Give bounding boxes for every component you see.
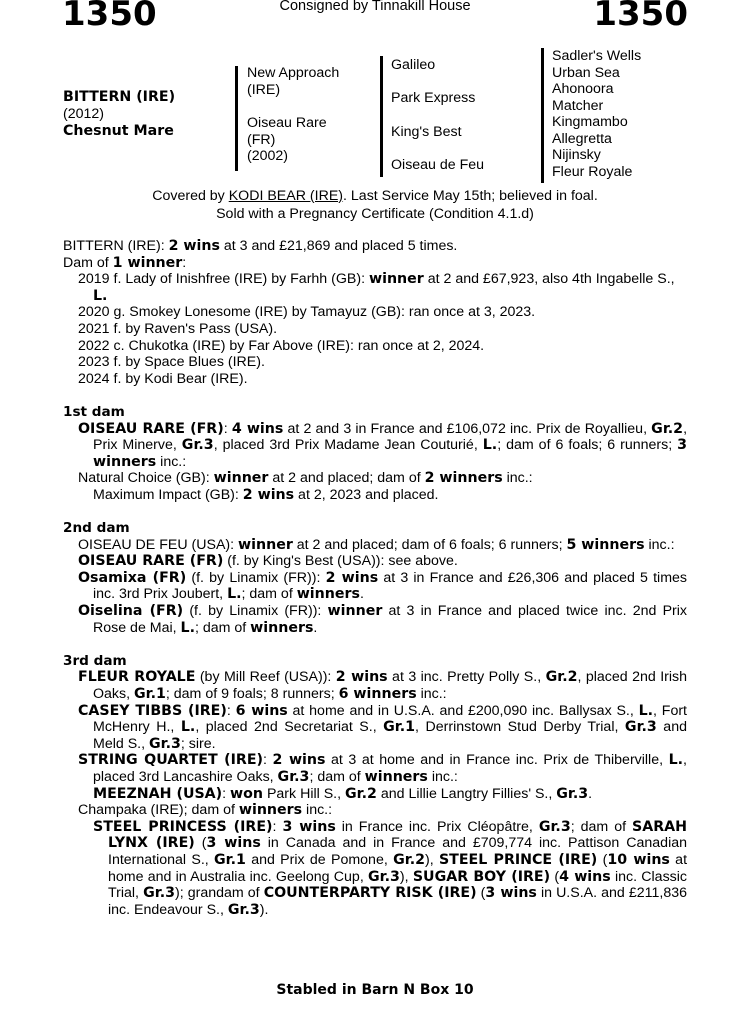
oiseau-rare-record: OISEAU RARE (FR): 4 wins at 2 and 3 in France and £106,072 inc. Prix de Royallieu, Gr.2, Prix Minerve, Gr.3, placed 3rd Prix Madame Jean Couturié, L.; dam of 6 foals; 6 runners; 3 winners inc.:	[78, 420, 688, 470]
ggp-6: Allegretta	[552, 130, 612, 147]
pedigree-bracket-1	[235, 66, 238, 171]
dam-country: (FR)	[247, 131, 276, 148]
osamixa-record: Osamixa (FR) (f. by Linamix (FR)): 2 wins at 3 in France and £26,306 and placed 5 times inc. 3rd Prix Joubert, L.; dam of winners.	[78, 569, 688, 603]
produce-2024: 2024 f. by Kodi Bear (IRE).	[78, 370, 248, 387]
string-quartet-record: STRING QUARTET (IRE): 2 wins at 3 at home and in France inc. Prix de Thiberville, L., placed 3rd Lancashire Oaks, Gr.3; dam of winners inc.:	[78, 752, 687, 785]
horse-sex: Chesnut Mare	[63, 123, 174, 139]
oiseau-rare-ref: OISEAU RARE (FR) (f. by King's Best (USA)): see above.	[78, 553, 458, 570]
grandparent-4: Oiseau de Feu	[391, 157, 485, 173]
produce-2020: 2020 g. Smokey Lonesome (IRE) by Tamayuz (GB): ran once at 3, 2023.	[78, 304, 536, 321]
horse-block	[63, 89, 175, 140]
horse-year: (2012)	[63, 106, 105, 122]
produce-2019: 2019 f. Lady of Inishfree (IRE) by Farhh (GB): winner at 2 and £67,923, also 4th Ingabelle S., L.	[78, 271, 675, 304]
grandparent-2: Park Express	[391, 90, 476, 106]
horse-name: BITTERN (IRE)	[63, 89, 176, 105]
section-3rd-dam: 3rd dam	[63, 652, 127, 669]
meeznah-record: MEEZNAH (USA): won Park Hill S., Gr.2 and Lillie Langtry Fillies' S., Gr.3.	[93, 785, 593, 802]
pedigree-sire	[247, 65, 339, 98]
ggp-3: Ahonoora	[552, 81, 614, 97]
pedigree-dam	[247, 115, 327, 165]
sire-country: (IRE)	[247, 81, 281, 98]
champaka-record: Champaka (IRE); dam of winners inc.:	[78, 802, 333, 819]
covering-stallion-link[interactable]: KODI BEAR (IRE)	[228, 188, 344, 204]
fleur-royale-record: FLEUR ROYALE (by Mill Reef (USA)): 2 wins at 3 inc. Pretty Polly S., Gr.2, placed 2nd Irish Oaks, Gr.1; dam of 9 foals; 8 runners; 6 winners inc.:	[78, 669, 687, 703]
produce-2022: 2022 c. Chukotka (IRE) by Far Above (IRE): ran once at 2, 2024.	[78, 337, 485, 354]
natural-choice: Natural Choice (GB): winner at 2 and placed; dam of 2 winners inc.:	[78, 470, 533, 487]
consignor: Consigned by Tinnakill House	[279, 0, 471, 14]
casey-tibbs-record: CASEY TIBBS (IRE): 6 wins at home and in U.S.A. and £200,090 inc. Ballysax S., L., Fort McHenry H., L., placed 2nd Secretariat S., Gr.1, Derrinstown Stud Derby Trial, Gr.3 and Meld S., Gr.3; sire.	[78, 702, 688, 752]
section-1st-dam: 1st dam	[63, 403, 125, 420]
dam-year: (2002)	[247, 148, 289, 164]
grandparent-1: Galileo	[391, 57, 436, 73]
oiseau-de-feu-record: OISEAU DE FEU (USA): winner at 2 and placed; dam of 6 foals; 6 runners; 5 winners inc.:	[78, 536, 675, 553]
grandparent-3: King's Best	[391, 124, 462, 140]
great-grandparents	[552, 48, 641, 180]
dam-name: Oiseau Rare	[247, 115, 327, 131]
ggp-8: Fleur Royale	[552, 163, 633, 180]
catalogue-body	[63, 238, 687, 918]
ggp-4: Matcher	[552, 97, 604, 114]
bittern-record: BITTERN (IRE): 2 wins at 3 and £21,869 and placed 5 times.	[63, 238, 458, 254]
produce-2023: 2023 f. by Space Blues (IRE).	[78, 354, 265, 371]
covered-line: Covered by KODI BEAR (IRE). Last Service May 15th; believed in foal.	[152, 188, 598, 204]
maximum-impact: Maximum Impact (GB): 2 wins at 2, 2023 and placed.	[93, 486, 439, 503]
produce-2021: 2021 f. by Raven's Pass (USA).	[78, 320, 278, 337]
ggp-2: Urban Sea	[552, 64, 620, 81]
sire-name: New Approach	[247, 65, 340, 81]
pedigree-bracket-2	[380, 56, 383, 177]
ggp-5: Kingmambo	[552, 114, 628, 130]
section-2nd-dam: 2nd dam	[63, 520, 130, 537]
certificate-line: Sold with a Pregnancy Certificate (Condition 4.1.d)	[216, 206, 534, 222]
lot-number-left: 1350	[62, 0, 157, 34]
stabling-footer: Stabled in Barn N Box 10	[276, 982, 474, 998]
steel-princess-record: STEEL PRINCESS (IRE): 3 wins in France inc. Prix Cléopâtre, Gr.3; dam of SARAH LYNX (IRE) (3 wins in Canada and in France and £709,774 inc. Pattison Canadian International S., Gr.1 and Prix de Pomone, Gr.2), STEEL PRINCE (IRE) (10 wins at home and in Australia inc. Geelong Cup, Gr.3), SUGAR BOY (IRE) (4 wins inc. Classic Trial, Gr.3); grandam of COUNTERPARTY RISK (IRE) (3 wins in U.S.A. and £211,836 inc. Endeavour S., Gr.3).	[93, 818, 688, 918]
ggp-1: Sadler's Wells	[552, 48, 642, 64]
pedigree-bracket-3	[541, 48, 544, 183]
dam-of-line: Dam of 1 winner:	[63, 254, 187, 271]
lot-number-right: 1350	[593, 0, 688, 34]
oiselina-record: Oiselina (FR) (f. by Linamix (FR)): winner at 3 in France and placed twice inc. 2nd Prix Rose de Mai, L.; dam of winners.	[78, 603, 688, 636]
ggp-7: Nijinsky	[552, 147, 601, 163]
